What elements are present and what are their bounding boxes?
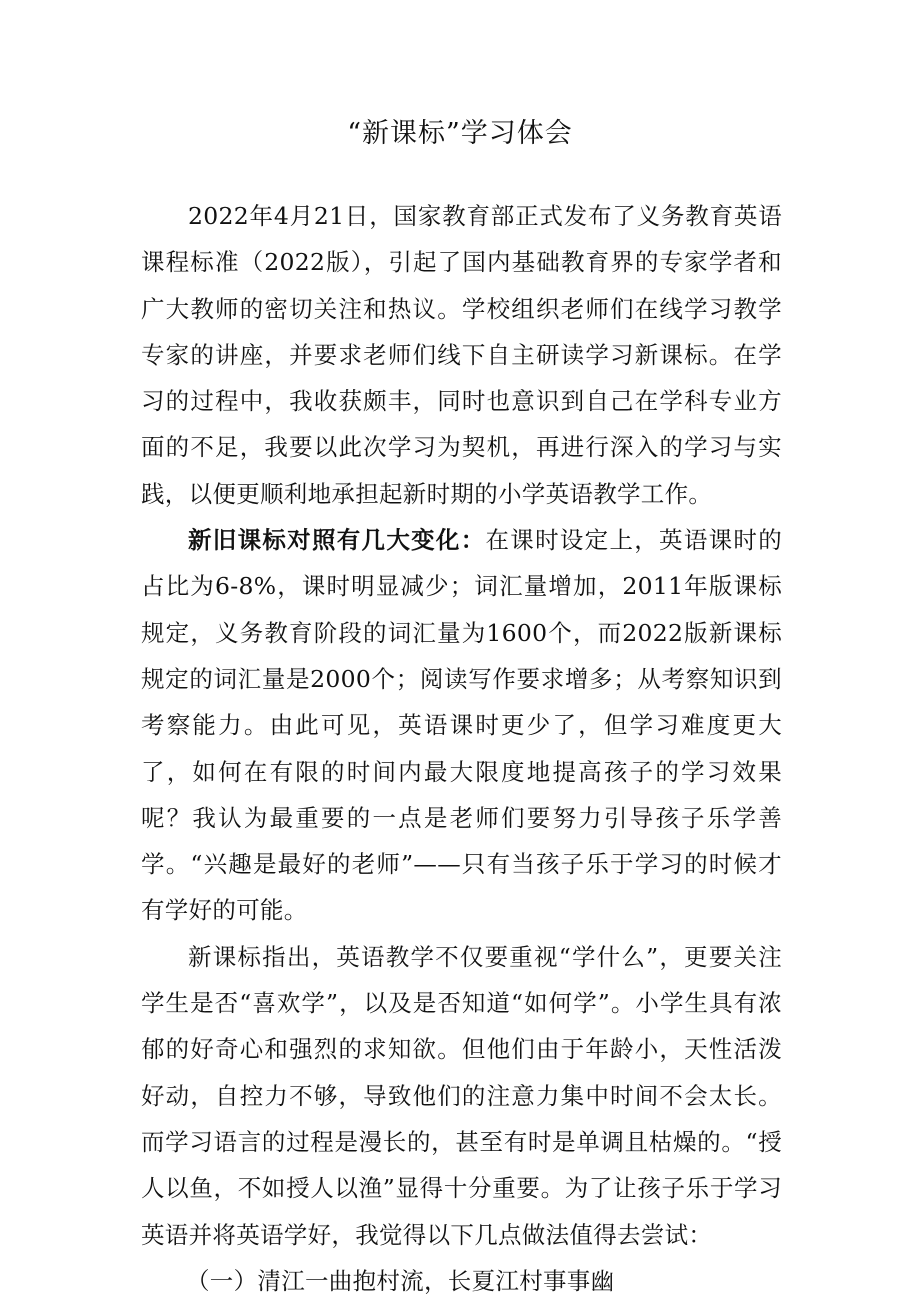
paragraph-changes [141, 517, 782, 934]
section-heading-1: （一）清江一曲抱村流，长夏江村事事幽 [186, 1266, 615, 1295]
paragraph-changes-lead: 新旧课标对照有几大变化： [188, 526, 486, 555]
paragraph-new-standard [141, 934, 782, 1258]
paragraph-intro-text: 2022年4月21日，国家教育部正式发布了义务教育英语课程标准（2022版），引起了国内基础教育界的专家学者和广大教师的密切关注和热议。学校组织老师们在线学习教学专家的讲座，并要求老师们线下自主研读学习新课标。在学习的过程中，我收获颇丰，同时也意识到自己在学科专业方面的不足，我要以此次学习为契机，再进行深入的学习与实践，以便更顺利地承担起新时期的小学英语教学工作。 [141, 202, 782, 508]
paragraph-new-standard-text: 新课标指出，英语教学不仅要重视“学什么”，更要关注学生是否“喜欢学”，以及是否知道“如何学”。小学生具有浓郁的好奇心和强烈的求知欲。但他们由于年龄小，天性活泼好动，自控力不够，导致他们的注意力集中时间不会太长。而学习语言的过程是漫长的，甚至有时是单调且枯燥的。“授人以鱼，不如授人以渔”显得十分重要。为了让孩子乐于学习英语并将英语学好，我觉得以下几点做法值得去尝试： [141, 942, 782, 1249]
paragraph-intro [141, 193, 782, 517]
document-title: “新课标”学习体会 [347, 118, 573, 149]
document-body [141, 193, 782, 1304]
paragraph-changes-text: 在课时设定上，英语课时的占比为6-8%，课时明显减少；词汇量增加，2011年版课标规定，义务教育阶段的词汇量为1600个，而2022版新课标规定的词汇量是2000个；阅读写作要求增多；从考察知识到考察能力。由此可见，英语课时更少了，但学习难度更大了，如何在有限的时间内最大限度地提高孩子的学习效果呢？我认为最重要的一点是老师们要努力引导孩子乐学善学。“兴趣是最好的老师”——只有当孩子乐于学习的时候才有学好的可能。 [141, 526, 782, 925]
